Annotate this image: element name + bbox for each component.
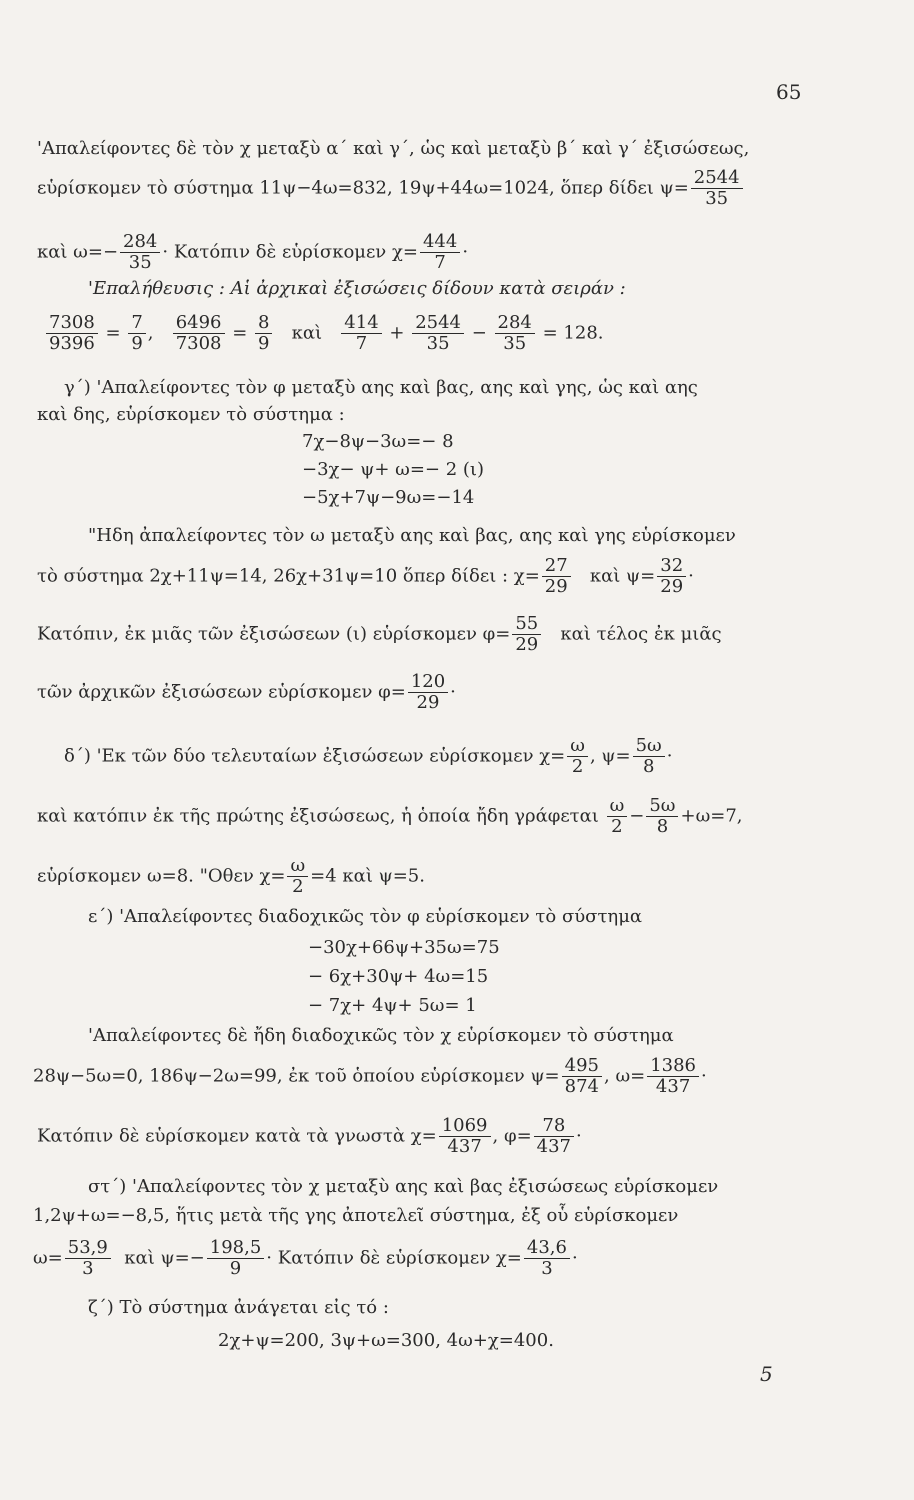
text-line	[37, 856, 425, 897]
numerator: 5ω	[633, 736, 665, 757]
fraction	[524, 1238, 570, 1279]
text-line	[37, 1116, 582, 1157]
numerator: 444	[420, 232, 460, 253]
fraction	[607, 796, 628, 837]
numerator: 7308	[46, 313, 98, 334]
denominator: 8	[642, 756, 655, 777]
fraction	[646, 796, 678, 837]
denominator: 7	[434, 252, 446, 273]
denominator: 7308	[175, 333, 222, 354]
numerator: 6496	[173, 313, 225, 334]
numerator: 32	[657, 556, 686, 577]
numerator: 53,9	[65, 1238, 111, 1259]
denominator: 2	[571, 756, 584, 777]
text-line	[37, 796, 743, 837]
text: ·	[462, 241, 469, 263]
text: , ω=	[604, 1065, 646, 1087]
text-line: καὶ δης, εὑρίσκομεν τὸ σύστημα :	[37, 404, 345, 425]
numerator: 284	[495, 313, 535, 334]
numerator: ω	[287, 856, 308, 877]
text-line	[33, 1238, 578, 1279]
denominator: 29	[544, 576, 568, 597]
text: τῶν ἀρχικῶν ἐξισώσεων εὑρίσκομεν φ=	[37, 681, 406, 703]
numerator: 78	[534, 1116, 574, 1137]
page-number: 65	[776, 80, 802, 104]
fraction	[647, 1056, 699, 1097]
text: καὶ	[291, 322, 323, 344]
text-line: "Ηδη ἀπαλείφοντες τὸν ω μεταξὺ αης καὶ βας, αης καὶ γης εὑρίσκομεν	[88, 525, 736, 546]
fraction	[542, 556, 571, 597]
fraction	[120, 232, 160, 273]
fraction	[691, 168, 743, 209]
numerator: 284	[120, 232, 160, 253]
text: =4 καὶ ψ=5.	[310, 865, 425, 887]
equation: − 7χ+ 4ψ+ 5ω= 1	[308, 995, 477, 1016]
numerator: ω	[607, 796, 628, 817]
numerator: 414	[341, 313, 381, 334]
text: ·	[688, 565, 694, 587]
text: εὑρίσκομεν τὸ σύστημα 11ψ−4ω=832, 19ψ+44ω=1024, ὅπερ δίδει ψ=	[37, 177, 689, 199]
fraction	[65, 1238, 111, 1279]
denominator: 3	[82, 1258, 94, 1279]
text: ·	[450, 681, 456, 703]
text: καὶ ψ=−	[124, 1247, 205, 1269]
text: +ω=7,	[680, 805, 743, 827]
text: εὑρίσκομεν ω=8. "Οθεν χ=	[37, 865, 286, 887]
equation-system	[302, 428, 484, 512]
text: = 128.	[542, 322, 604, 344]
denominator: 29	[416, 692, 440, 713]
equation-system	[308, 933, 500, 1020]
equation: −3χ− ψ+ ω=− 2 (ι)	[302, 459, 485, 480]
numerator: ω	[567, 736, 588, 757]
denominator: 35	[503, 333, 527, 354]
denominator: 7	[355, 333, 368, 354]
fraction	[412, 313, 464, 354]
denominator: 35	[128, 252, 152, 273]
denominator: 2	[611, 816, 623, 837]
fraction	[207, 1238, 265, 1279]
text-line: ε΄) 'Απαλείφοντες διαδοχικῶς τὸν φ εὑρίσκομεν τὸ σύστημα	[88, 906, 643, 927]
fraction	[633, 736, 665, 777]
equation: −5χ+7ψ−9ω=−14	[302, 487, 475, 508]
denominator: 874	[564, 1076, 599, 1097]
fraction	[534, 1116, 574, 1157]
numerator: 2544	[412, 313, 464, 334]
numerator: 495	[562, 1056, 602, 1077]
denominator: 437	[655, 1076, 691, 1097]
verification-line: $\frac{7308}{9396}$ = $\frac{7}{9}$ , $\frac{6496}{7308}$ = $\frac{8}{9}$ καὶ $\frac{414}{7}$ + $\frac{2544}{35}$ − $\frac{284}{35}$ = 128.	[44, 313, 604, 354]
text: −	[629, 805, 645, 827]
text-line: 1,2ψ+ω=−8,5, ἥτις μετὰ τῆς γης ἀποτελεῖ σύστημα, ἐξ οὗ εὑρίσκομεν	[33, 1205, 679, 1226]
text-line: στ΄) 'Απαλείφοντες τὸν χ μεταξὺ αης καὶ βας ἐξισώσεως εὑρίσκομεν	[88, 1176, 719, 1197]
equation: − 6χ+30ψ+ 4ω=15	[308, 966, 489, 987]
fraction	[408, 672, 448, 713]
denominator: 437	[447, 1136, 482, 1157]
fraction	[439, 1116, 491, 1157]
text: 28ψ−5ω=0, 186ψ−2ω=99, ἐκ τοῦ ὁποίου εὑρίσκομεν ψ=	[33, 1065, 560, 1087]
text: ·	[701, 1065, 707, 1087]
text: · Κατόπιν δὲ εὑρίσκομεν χ=	[266, 1247, 522, 1269]
equation: 7χ−8ψ−3ω=− 8	[302, 431, 454, 452]
fraction	[512, 614, 541, 655]
numerator: 1386	[647, 1056, 699, 1077]
denominator: 3	[541, 1258, 553, 1279]
denominator: 35	[705, 188, 729, 209]
text-line	[33, 1056, 707, 1097]
denominator: 9396	[49, 333, 95, 354]
fraction	[287, 856, 308, 897]
footer-number: 5	[760, 1362, 773, 1386]
numerator: 5ω	[646, 796, 678, 817]
text: Κατόπιν δὲ εὑρίσκομεν κατὰ τὰ γνωστὰ χ=	[37, 1125, 437, 1147]
numerator: 8	[255, 313, 272, 334]
equation: −30χ+66ψ+35ω=75	[308, 937, 500, 958]
text: Κατόπιν, ἐκ μιᾶς τῶν ἐξισώσεων (ι) εὑρίσκομεν φ=	[37, 623, 511, 645]
fraction	[562, 1056, 602, 1097]
fraction	[420, 232, 460, 273]
text: ·	[576, 1125, 582, 1147]
text: ·	[571, 1247, 578, 1269]
denominator: 29	[660, 576, 684, 597]
numerator: 2544	[691, 168, 743, 189]
text: · Κατόπιν δὲ εὑρίσκομεν χ=	[162, 241, 418, 263]
text-line: γ΄) 'Απαλείφοντες τὸν φ μεταξὺ αης καὶ βας, αης καὶ γης, ὡς καὶ αης	[64, 377, 698, 398]
text: , ψ=	[589, 745, 631, 767]
text-line: ζ΄) Τὸ σύστημα ἀνάγεται εἰς τό :	[88, 1297, 389, 1318]
text: καὶ ω=−	[37, 241, 119, 263]
denominator: 9	[131, 333, 143, 354]
text-line: 'Απαλείφοντες δὲ τὸν χ μεταξὺ α΄ καὶ γ΄, ὡς καὶ μεταξὺ β΄ καὶ γ΄ ἐξισώσεως,	[37, 138, 750, 159]
numerator: 55	[512, 614, 541, 635]
denominator: 8	[656, 816, 669, 837]
denominator: 35	[426, 333, 450, 354]
fraction	[128, 313, 145, 354]
denominator: 2	[292, 876, 304, 897]
text: δ΄) 'Εκ τῶν δύο τελευταίων ἐξισώσεων εὑρίσκομεν χ=	[64, 745, 566, 767]
denominator: 437	[536, 1136, 572, 1157]
fraction	[341, 313, 381, 354]
numerator: 1069	[439, 1116, 491, 1137]
text-line: 'Επαλήθευσις : Αἱ ἀρχικαὶ ἐξισώσεις δίδουν κατὰ σειράν :	[88, 278, 626, 299]
text: , φ=	[492, 1125, 532, 1147]
denominator: 29	[515, 634, 539, 655]
text-line: 'Απαλείφοντες δὲ ἤδη διαδοχικῶς τὸν χ εὑρίσκομεν τὸ σύστημα	[88, 1025, 674, 1046]
fraction	[255, 313, 272, 354]
text-line	[37, 614, 722, 655]
fraction	[657, 556, 686, 597]
text: ω=	[33, 1247, 63, 1269]
denominator: 9	[258, 333, 270, 354]
numerator: 43,6	[524, 1238, 570, 1259]
text-line	[37, 556, 694, 597]
text: ·	[666, 745, 673, 767]
numerator: 198,5	[207, 1238, 265, 1259]
text: καὶ ψ=	[589, 565, 656, 587]
fraction	[495, 313, 535, 354]
numerator: 27	[542, 556, 571, 577]
text-line	[37, 168, 745, 209]
text: καὶ κατόπιν ἐκ τῆς πρώτης ἐξισώσεως, ἡ ὁποία ἤδη γράφεται	[37, 805, 599, 827]
text-line	[37, 232, 468, 273]
denominator: 9	[229, 1258, 242, 1279]
numerator: 7	[128, 313, 145, 334]
fraction	[46, 313, 98, 354]
equation-line: 2χ+ψ=200, 3ψ+ω=300, 4ω+χ=400.	[218, 1330, 554, 1351]
text: τὸ σύστημα 2χ+11ψ=14, 26χ+31ψ=10 ὅπερ δίδει : χ=	[37, 565, 540, 587]
text: καὶ τέλος ἐκ μιᾶς	[560, 623, 722, 645]
fraction	[173, 313, 225, 354]
numerator: 120	[408, 672, 448, 693]
text-line	[64, 736, 672, 777]
fraction	[567, 736, 588, 777]
text-line	[37, 672, 456, 713]
